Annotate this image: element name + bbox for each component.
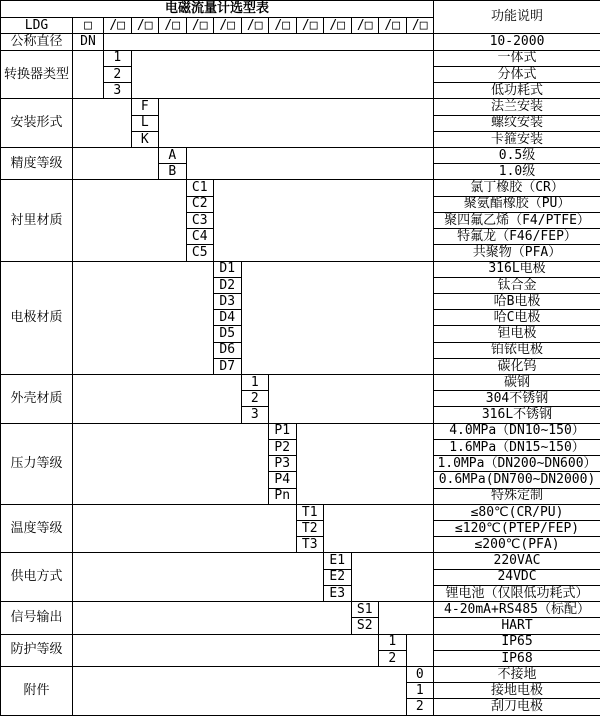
description-cell: 一体式 [434, 50, 600, 66]
code-cell: D5 [214, 326, 242, 342]
spacer-cell [186, 147, 434, 179]
description-cell: 钛合金 [434, 277, 600, 293]
code-cell: C3 [186, 212, 214, 228]
code-cell: S2 [351, 618, 379, 634]
description-cell: ≤80℃(CR/PU) [434, 504, 600, 520]
code-cell: S1 [351, 602, 379, 618]
code-cell: D1 [214, 261, 242, 277]
code-cell: E1 [324, 553, 352, 569]
code-cell: T2 [296, 521, 324, 537]
description-cell: 10-2000 [434, 34, 600, 50]
category-label: 供电方式 [1, 553, 73, 602]
category-label: 附件 [1, 666, 73, 715]
code-cell: 2 [104, 66, 132, 82]
model-slot-box: /□ [131, 18, 159, 34]
spacer-cell [324, 504, 434, 553]
model-slot-box: /□ [104, 18, 132, 34]
description-cell: 4-20mA+RS485（标配） [434, 602, 600, 618]
description-cell: 316L不锈钢 [434, 407, 600, 423]
code-cell: D6 [214, 342, 242, 358]
description-cell: IP68 [434, 650, 600, 666]
code-cell: K [131, 131, 159, 147]
spacer-cell [379, 602, 434, 634]
description-cell: 法兰安装 [434, 99, 600, 115]
category-label: 温度等级 [1, 504, 73, 553]
description-cell: 碳化钨 [434, 358, 600, 374]
description-cell: 哈C电极 [434, 310, 600, 326]
spacer-cell [73, 147, 159, 179]
spacer-cell [269, 375, 434, 424]
spacer-cell [73, 180, 187, 261]
model-slot-box: /□ [186, 18, 214, 34]
code-cell: E3 [324, 585, 352, 601]
code-cell: 2 [406, 699, 434, 716]
description-cell: 1.0MPa（DN200~DN600） [434, 456, 600, 472]
spacer-cell [73, 634, 379, 666]
category-label: 衬里材质 [1, 180, 73, 261]
description-cell: 低功耗式 [434, 83, 600, 99]
code-cell: 1 [104, 50, 132, 66]
spacer-cell [214, 180, 434, 261]
description-cell: 特氟龙（F46/FEP） [434, 229, 600, 245]
model-slot-box: /□ [379, 18, 407, 34]
model-slot-box: /□ [406, 18, 434, 34]
code-cell: 0 [406, 666, 434, 682]
description-cell: 304不锈钢 [434, 391, 600, 407]
spacer-cell [73, 423, 269, 504]
description-cell: 316L电极 [434, 261, 600, 277]
category-label: 精度等级 [1, 147, 73, 179]
category-label: 防护等级 [1, 634, 73, 666]
code-cell: P1 [269, 423, 297, 439]
description-cell: HART [434, 618, 600, 634]
description-cell: 1.0级 [434, 164, 600, 180]
description-cell: 特殊定制 [434, 488, 600, 504]
description-cell: IP65 [434, 634, 600, 650]
category-label: 公称直径 [1, 34, 73, 50]
description-cell: 钽电极 [434, 326, 600, 342]
description-cell: 聚四氟乙烯（F4/PTFE） [434, 212, 600, 228]
description-cell: 铂铱电极 [434, 342, 600, 358]
code-cell: D4 [214, 310, 242, 326]
spacer-cell [73, 666, 407, 715]
spacer-cell [296, 423, 434, 504]
category-label: 压力等级 [1, 423, 73, 504]
model-slot-box: /□ [269, 18, 297, 34]
description-cell: 刮刀电极 [434, 699, 600, 716]
description-cell: 0.5级 [434, 147, 600, 163]
description-cell: 1.6MPa（DN15~150） [434, 439, 600, 455]
code-cell: 3 [104, 83, 132, 99]
spacer-cell [104, 34, 434, 50]
model-slot-box: /□ [159, 18, 187, 34]
category-label: 信号输出 [1, 602, 73, 634]
model-slot-box: /□ [214, 18, 242, 34]
code-cell: T3 [296, 537, 324, 553]
spacer-cell [73, 602, 352, 634]
code-cell: L [131, 115, 159, 131]
category-label: 外壳材质 [1, 375, 73, 424]
code-cell: 2 [241, 391, 269, 407]
code-cell: C2 [186, 196, 214, 212]
description-cell: 锂电池（仅限低功耗式） [434, 585, 600, 601]
spacer-cell [73, 375, 242, 424]
description-cell: 分体式 [434, 66, 600, 82]
description-cell: 聚氨酯橡胶（PU） [434, 196, 600, 212]
spacer-cell [73, 261, 214, 375]
category-label: 转换器类型 [1, 50, 73, 99]
model-slot-box: /□ [324, 18, 352, 34]
code-cell: C4 [186, 229, 214, 245]
model-slot-box: /□ [351, 18, 379, 34]
code-cell: 1 [241, 375, 269, 391]
code-cell: P2 [269, 439, 297, 455]
description-cell: ≤120℃(PTEP/FEP) [434, 521, 600, 537]
spacer-cell [159, 99, 434, 148]
category-label: 电极材质 [1, 261, 73, 375]
spacer-cell [131, 50, 434, 99]
category-label: 安装形式 [1, 99, 73, 148]
code-cell: P4 [269, 472, 297, 488]
function-column-header: 功能说明 [434, 1, 600, 34]
model-prefix: LDG [1, 18, 73, 34]
code-cell: 3 [241, 407, 269, 423]
description-cell: 碳钢 [434, 375, 600, 391]
description-cell: 0.6MPa(DN700~DN2000) [434, 472, 600, 488]
spacer-cell [73, 504, 297, 553]
spacer-cell [73, 50, 104, 99]
code-cell: D2 [214, 277, 242, 293]
code-cell: T1 [296, 504, 324, 520]
spacer-cell [406, 634, 434, 666]
code-cell: P3 [269, 456, 297, 472]
description-cell: 220VAC [434, 553, 600, 569]
spacer-cell [73, 99, 132, 148]
description-cell: 24VDC [434, 569, 600, 585]
model-slot-box: /□ [296, 18, 324, 34]
code-cell: Pn [269, 488, 297, 504]
description-cell: 哈B电极 [434, 293, 600, 309]
description-cell: 共聚物（PFA） [434, 245, 600, 261]
description-cell: 接地电极 [434, 683, 600, 699]
code-cell: A [159, 147, 187, 163]
model-base-box: □ [73, 18, 104, 34]
model-slot-box: /□ [241, 18, 269, 34]
description-cell: 螺纹安装 [434, 115, 600, 131]
code-cell: 1 [406, 683, 434, 699]
description-cell: 4.0MPa（DN10~150） [434, 423, 600, 439]
code-cell: E2 [324, 569, 352, 585]
code-cell: C1 [186, 180, 214, 196]
code-cell: F [131, 99, 159, 115]
table-title: 电磁流量计选型表 [1, 1, 434, 18]
description-cell: 氯丁橡胶（CR） [434, 180, 600, 196]
code-cell: DN [73, 34, 104, 50]
description-cell: 卡箍安装 [434, 131, 600, 147]
description-cell: ≤200℃(PFA) [434, 537, 600, 553]
description-cell: 不接地 [434, 666, 600, 682]
code-cell: C5 [186, 245, 214, 261]
code-cell: D3 [214, 293, 242, 309]
code-cell: 1 [379, 634, 407, 650]
code-cell: B [159, 164, 187, 180]
code-cell: 2 [379, 650, 407, 666]
code-cell: D7 [214, 358, 242, 374]
spacer-cell [351, 553, 434, 602]
spacer-cell [73, 553, 324, 602]
spacer-cell [241, 261, 434, 375]
